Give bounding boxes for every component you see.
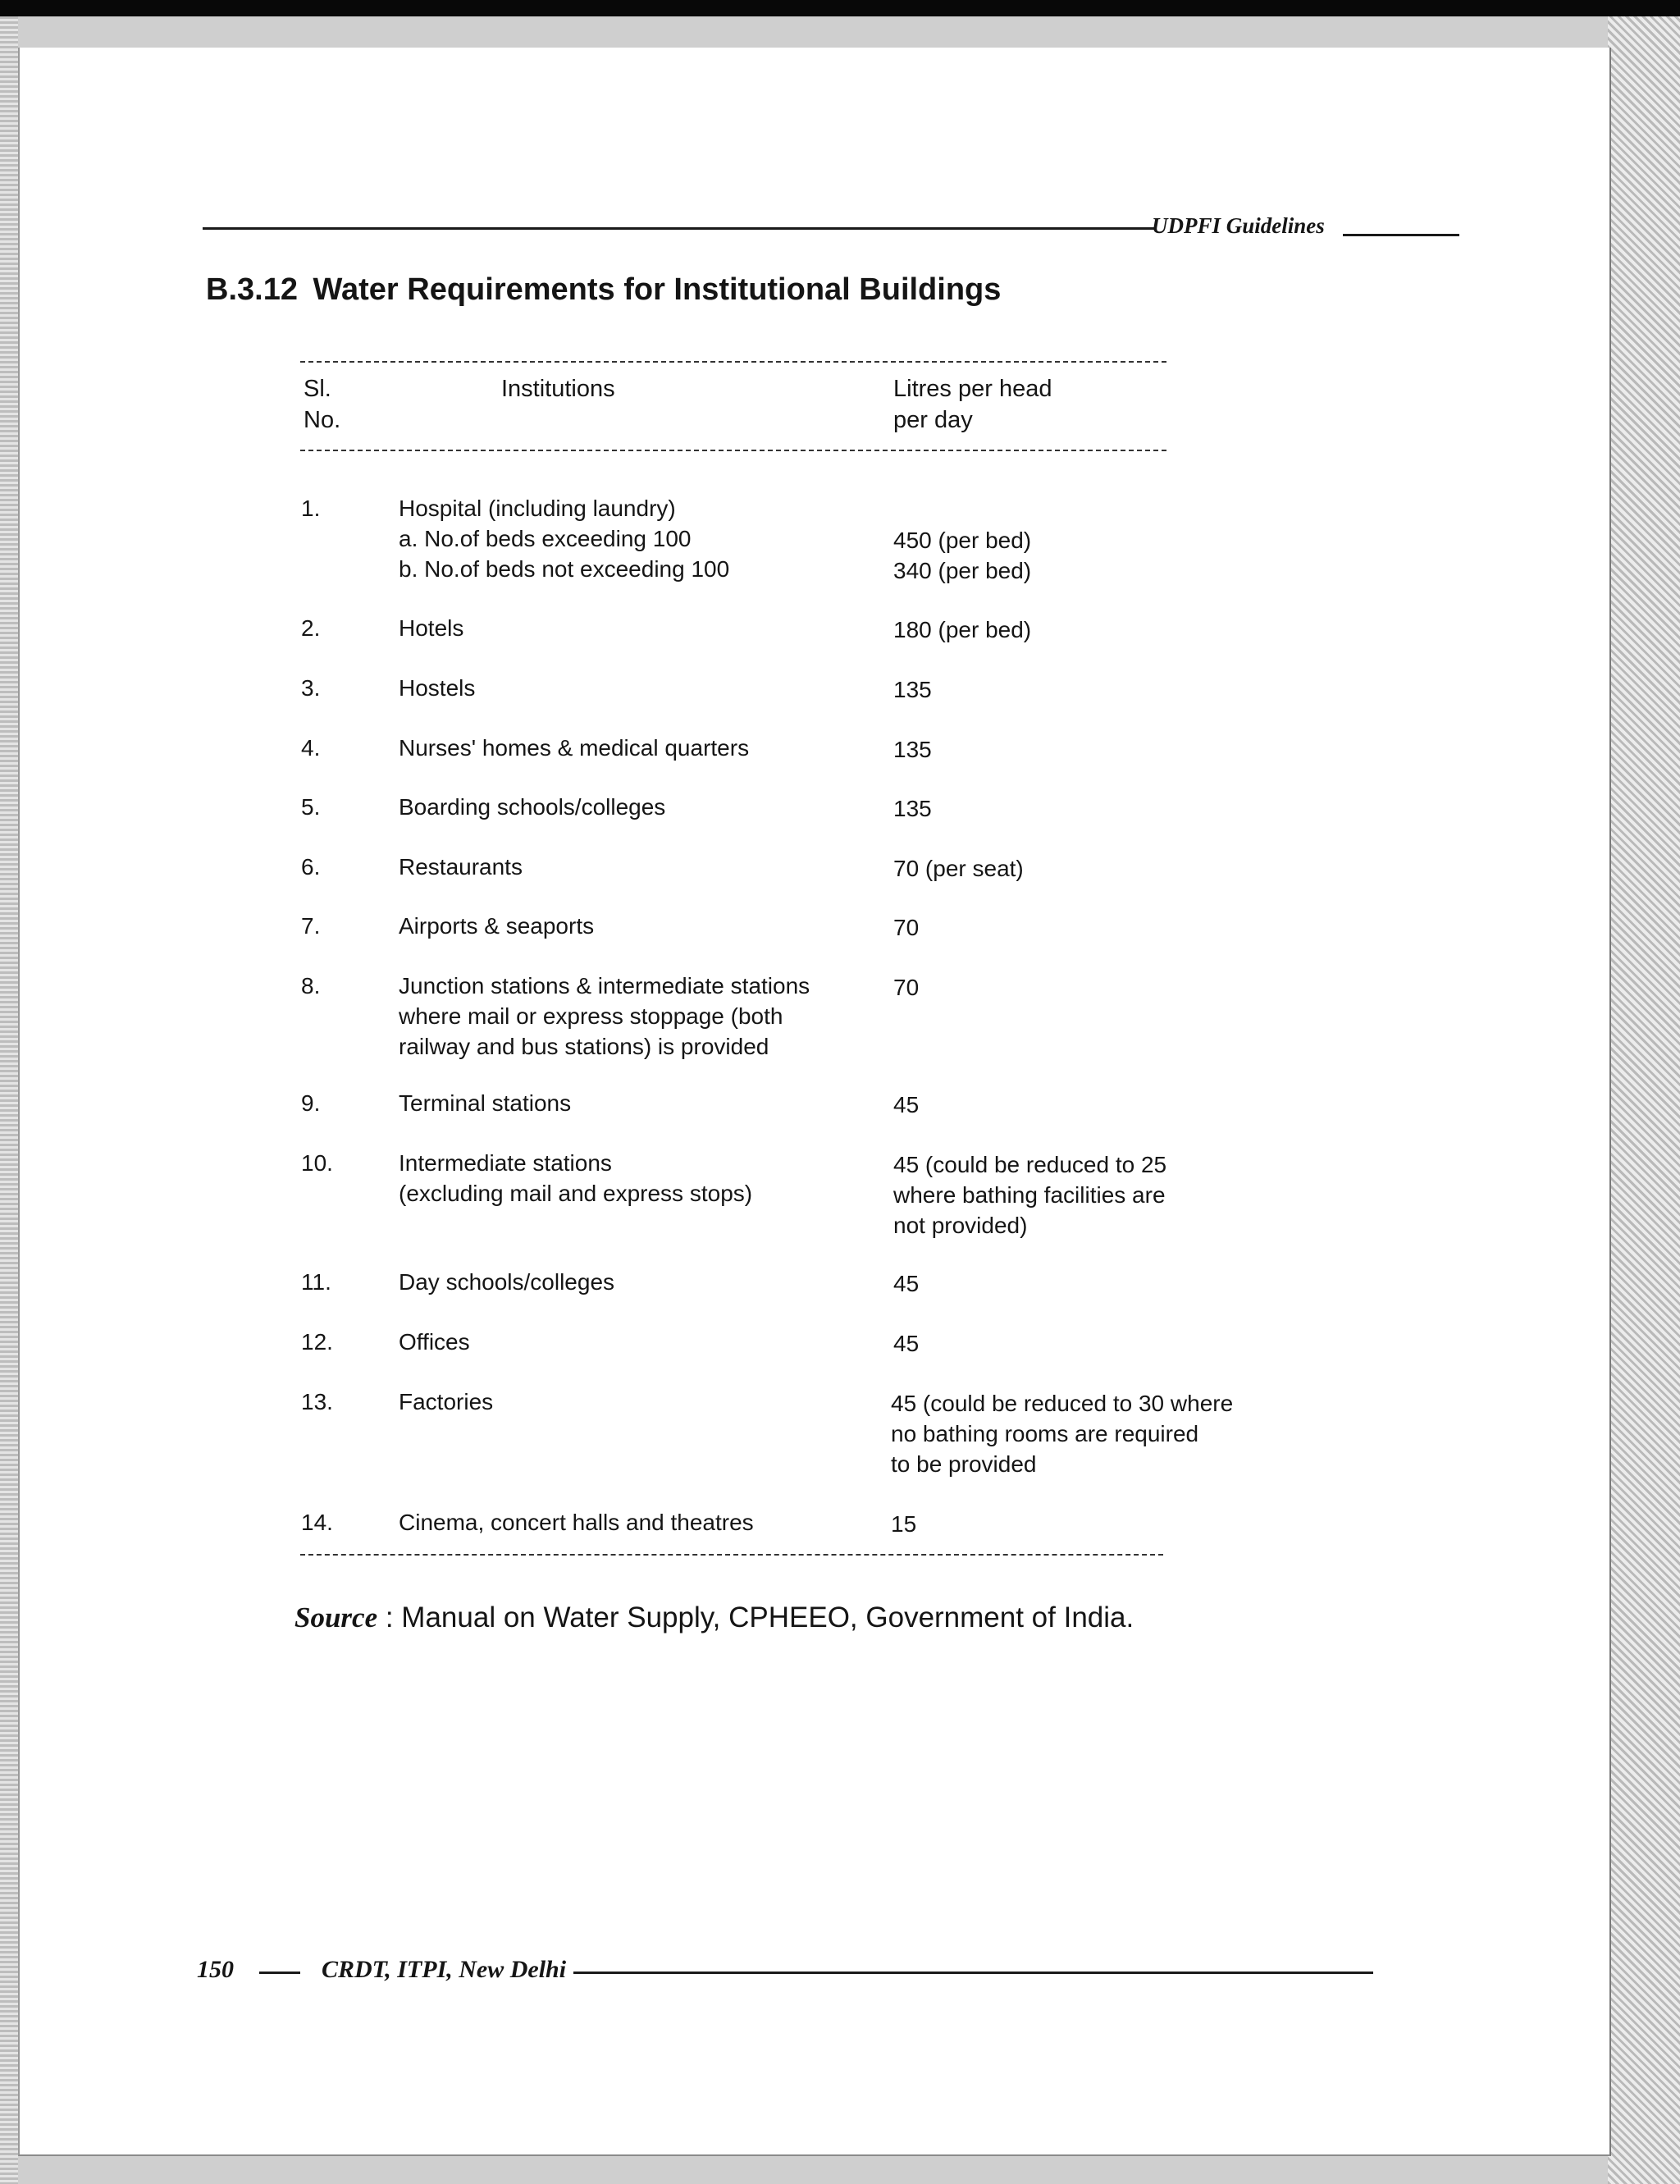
row-institution: Hospital (including laundry) a. No.of beds exceeding 100 b. No.of beds not exceeding 100 (399, 496, 730, 582)
row-litres: 45 (893, 1092, 920, 1117)
footer-rule-right (573, 1972, 1373, 1974)
running-head: UDPFI Guidelines (1152, 213, 1325, 238)
row-number: 8. (301, 973, 321, 998)
row-number: 10. (301, 1150, 333, 1176)
row-institution: Offices (399, 1329, 470, 1355)
section-heading (206, 272, 1001, 308)
table-bottom-rule (300, 1554, 1163, 1556)
row-litres: 45 (could be reduced to 30 where no bathing rooms are required to be provided (891, 1391, 1234, 1477)
header-sl-no: Sl. No. (304, 376, 341, 433)
row-institution: Hostels (399, 675, 476, 701)
header-institutions: Institutions (501, 376, 615, 402)
running-head-rule-left (203, 227, 1154, 230)
scan-top-edge (0, 0, 1680, 16)
row-institution: Restaurants (399, 854, 523, 880)
source-label: Source (294, 1601, 378, 1633)
scan-left-margin (0, 16, 18, 2184)
row-institution: Terminal stations (399, 1090, 572, 1116)
row-litres: 45 (893, 1271, 920, 1296)
row-institution: Factories (399, 1389, 494, 1414)
row-number: 2. (301, 615, 321, 641)
row-litres: 180 (per bed) (893, 617, 1032, 642)
row-number: 11. (301, 1269, 331, 1295)
footer-publisher: CRDT, ITPI, New Delhi (322, 1956, 567, 1983)
table-header-rule (300, 450, 1166, 451)
row-institution: Day schools/colleges (399, 1269, 615, 1295)
row-litres: 45 (893, 1331, 920, 1356)
row-litres: 70 (893, 915, 920, 940)
table-top-rule (300, 361, 1166, 363)
row-institution: Nurses' homes & medical quarters (399, 735, 750, 761)
row-number: 6. (301, 854, 321, 880)
document-page (18, 48, 1611, 2156)
row-institution: Intermediate stations (excluding mail and express stops) (399, 1150, 753, 1206)
row-number: 9. (301, 1090, 321, 1116)
scan-right-margin (1608, 16, 1680, 2184)
row-number: 7. (301, 913, 321, 939)
row-litres: 450 (per bed) 340 (per bed) (893, 528, 1032, 583)
row-number: 5. (301, 794, 321, 820)
row-number: 1. (301, 496, 321, 521)
section-title: Water Requirements for Institutional Buildings (313, 272, 1002, 307)
page-number: 150 (197, 1956, 234, 1983)
row-institution: Junction stations & intermediate stations where mail or express stoppage (both railway and bus stations) is provided (399, 973, 810, 1059)
row-litres: 135 (893, 796, 932, 821)
row-institution: Airports & seaports (399, 913, 595, 939)
row-litres: 135 (893, 737, 932, 762)
section-number: B.3.12 (206, 272, 298, 307)
row-litres: 15 (891, 1511, 917, 1537)
row-number: 13. (301, 1389, 333, 1414)
row-number: 12. (301, 1329, 333, 1355)
row-litres: 45 (could be reduced to 25 where bathing facilities are not provided) (893, 1152, 1167, 1238)
row-institution: Boarding schools/colleges (399, 794, 666, 820)
row-litres: 135 (893, 677, 932, 702)
source-text: : Manual on Water Supply, CPHEEO, Government of India. (385, 1601, 1134, 1633)
row-litres: 70 (per seat) (893, 856, 1024, 881)
header-litres: Litres per head per day (893, 376, 1052, 433)
row-number: 14. (301, 1510, 333, 1535)
row-litres: 70 (893, 975, 920, 1000)
source-note (294, 1601, 1134, 1634)
row-number: 3. (301, 675, 321, 701)
footer-rule-left (259, 1972, 300, 1974)
row-number: 4. (301, 735, 321, 761)
row-institution: Cinema, concert halls and theatres (399, 1510, 754, 1535)
row-institution: Hotels (399, 615, 464, 641)
running-head-rule-right (1343, 234, 1459, 236)
